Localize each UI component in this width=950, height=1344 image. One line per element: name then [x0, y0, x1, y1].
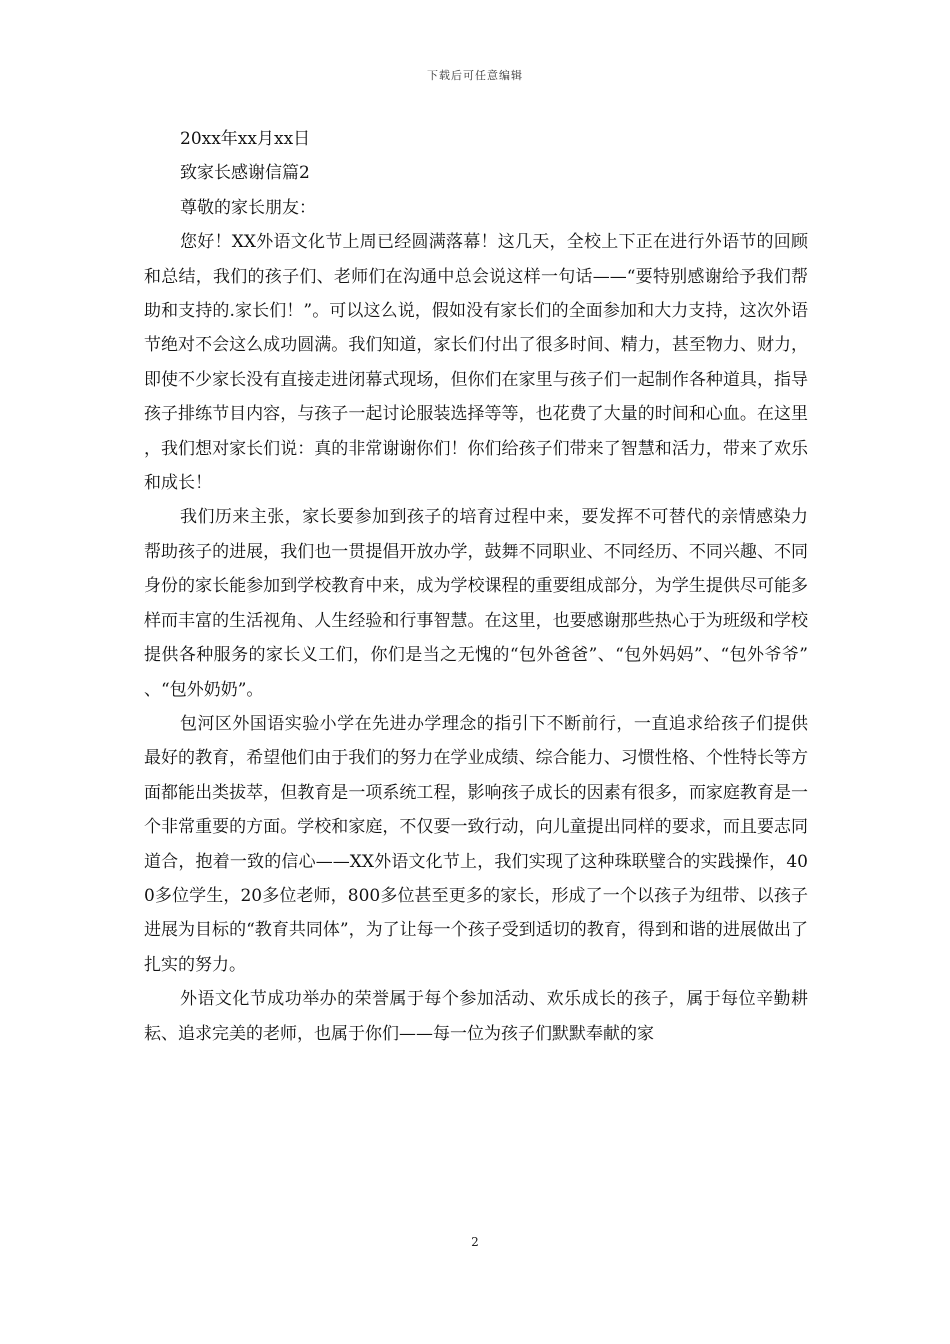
- paragraph-2: 我们历来主张，家长要参加到孩子的培育过程中来，要发挥不可替代的亲情感染力帮助孩子的进展，我们也一贯提倡开放办学，鼓舞不同职业、不同经历、不同兴趣、不同身份的家长能参加到学校教育中来，成为学校课程的重要组成部分，为学生提供尽可能多样而丰富的生活视角、人生经验和行事智慧。在这里，也要感谢那些热心于为班级和学校提供各种服务的家长义工们，你们是当之无愧的“包外爸爸”、“包外妈妈”、“包外爷爷”、“包外奶奶”。: [144, 507, 808, 700]
- paragraph-3: 包河区外国语实验小学在先进办学理念的指引下不断前行，一直追求给孩子们提供最好的教育，希望他们由于我们的努力在学业成绩、综合能力、习惯性格、个性特长等方面都能出类拔萃，但教育是一项系统工程，影响孩子成长的因素有很多，而家庭教育是一个非常重要的方面。学校和家庭，不仅要一致行动，向儿童提出同样的要求，而且要志同道合，抱着一致的信心——XX外语文化节上，我们实现了这种珠联璧合的实践操作，400多位学生，20多位老师，800多位甚至更多的家长，形成了一个以孩子为纽带、以孩子进展为目标的“教育共同体”，为了让每一个孩子受到适切的教育，得到和谐的进展做出了扎实的努力。: [144, 713, 808, 975]
- page-number: 2: [471, 1235, 479, 1249]
- paragraph-4: 外语文化节成功举办的荣誉属于每个参加活动、欢乐成长的孩子，属于每位辛勤耕耘、追求完美的老师，也属于你们——每一位为孩子们默默奉献的家: [144, 989, 808, 1044]
- document-body: [144, 122, 808, 1051]
- date-line: 20xx年xx月xx日: [180, 129, 311, 149]
- paragraph-1: 您好！XX外语文化节上周已经圆满落幕！这几天，全校上下正在进行外语节的回顾和总结，我们的孩子们、老师们在沟通中总会说这样一句话——“要特别感谢给予我们帮助和支持的.家长们！”。可以这么说，假如没有家长们的全面参加和大力支持，这次外语节绝对不会这么成功圆满。我们知道，家长们付出了很多时间、精力，甚至物力、财力，即使不少家长没有直接走进闭幕式现场，但你们在家里与孩子们一起制作各种道具，指导孩子排练节目内容，与孩子一起讨论服装选择等等，也花费了大量的时间和心血。在这里，我们想对家长们说：真的非常谢谢你们！你们给孩子们带来了智慧和活力，带来了欢乐和成长！: [144, 232, 808, 494]
- header-note: 下载后可任意编辑: [427, 69, 523, 82]
- section-title: 致家长感谢信篇2: [180, 163, 310, 184]
- salutation: 尊敬的家长朋友：: [180, 197, 316, 218]
